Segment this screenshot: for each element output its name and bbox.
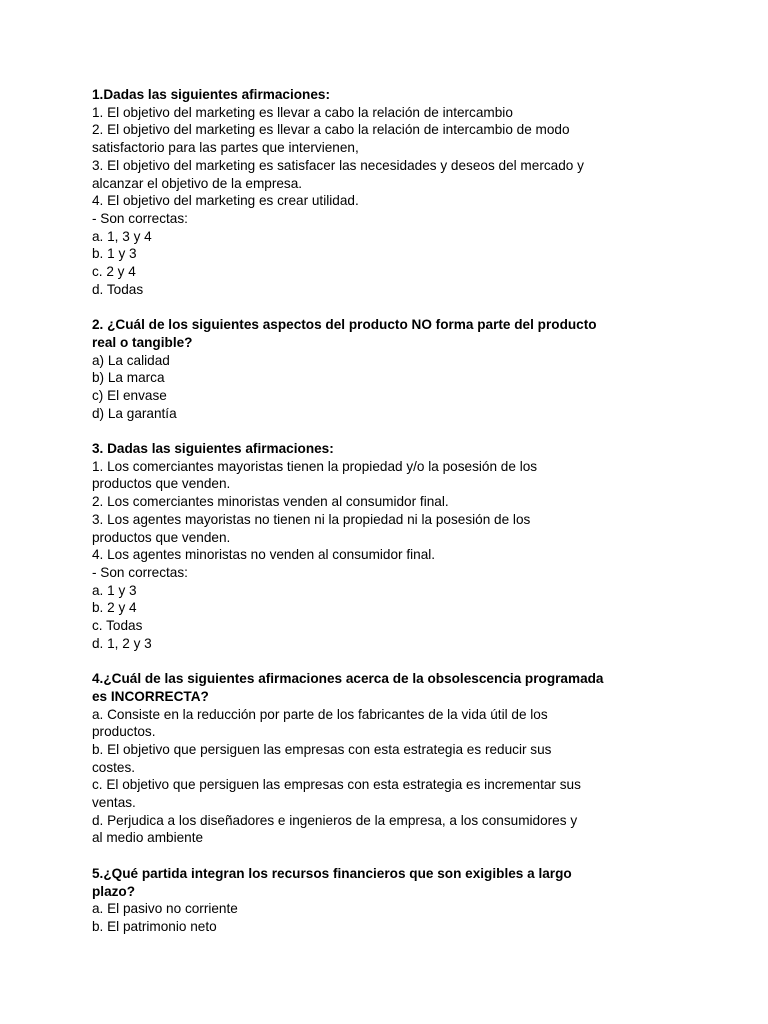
answer-line: 1. El objetivo del marketing es llevar a cabo la relación de intercambio: [92, 104, 513, 120]
option-d: d. Todas: [92, 281, 144, 297]
option-b: b) La marca: [92, 370, 165, 386]
option-c: c. 2 y 4: [92, 264, 136, 280]
answer-line: alcanzar el objetivo de la empresa.: [92, 175, 303, 191]
option-a: a) La calidad: [92, 352, 170, 368]
question-title: es INCORRECTA?: [92, 688, 209, 704]
option-b: b. 2 y 4: [92, 600, 137, 616]
option-c: c. Todas: [92, 618, 143, 634]
question-title: plazo?: [92, 883, 136, 899]
option-d: d) La garantía: [92, 405, 177, 421]
answer-line: 1. Los comerciantes mayoristas tienen la propiedad y/o la posesión de los: [92, 458, 538, 474]
question-title: real o tangible?: [92, 334, 193, 350]
answer-line: productos que venden.: [92, 529, 231, 545]
question-title: 3. Dadas las siguientes afirmaciones:: [92, 441, 334, 457]
question-title: 5.¿Qué partida integran los recursos financieros que son exigibles a largo: [92, 865, 572, 881]
option-b: b. El objetivo que persiguen las empresas con esta estrategia es reducir sus: [92, 741, 552, 757]
option-d: d. Perjudica a los diseñadores e ingenieros de la empresa, a los consumidores y: [92, 812, 578, 828]
option-d: d. 1, 2 y 3: [92, 635, 152, 651]
quiz-content: [92, 86, 652, 953]
answer-line: productos.: [92, 724, 156, 740]
option-b: b. 1 y 3: [92, 246, 137, 262]
question-2: [92, 316, 652, 422]
answer-line: 4. El objetivo del marketing es crear utilidad.: [92, 193, 359, 209]
answer-line: 2. El objetivo del marketing es llevar a cabo la relación de intercambio de modo: [92, 122, 570, 138]
option-a: a. Consiste en la reducción por parte de los fabricantes de la vida útil de los: [92, 706, 548, 722]
answer-line: 2. Los comerciantes minoristas venden al consumidor final.: [92, 494, 449, 510]
answer-line: 3. El objetivo del marketing es satisfacer las necesidades y deseos del mercado y: [92, 157, 584, 173]
answer-line: ventas.: [92, 795, 136, 811]
option-c: c) El envase: [92, 387, 167, 403]
option-b: b. El patrimonio neto: [92, 918, 217, 934]
answer-line: al medio ambiente: [92, 830, 204, 846]
question-4: [92, 670, 652, 847]
question-title: 4.¿Cuál de las siguientes afirmaciones acerca de la obsolescencia programada: [92, 671, 604, 687]
answer-line: satisfactorio para las partes que intervienen,: [92, 140, 359, 156]
answer-line: - Son correctas:: [92, 564, 188, 580]
question-1: [92, 86, 652, 298]
question-3: [92, 440, 652, 652]
option-a: a. 1, 3 y 4: [92, 228, 152, 244]
answer-line: costes.: [92, 759, 136, 775]
question-5: [92, 865, 652, 936]
question-title: 2. ¿Cuál de los siguientes aspectos del producto NO forma parte del producto: [92, 317, 597, 333]
option-c: c. El objetivo que persiguen las empresas con esta estrategia es incrementar sus: [92, 777, 581, 793]
option-a: a. 1 y 3: [92, 582, 137, 598]
option-a: a. El pasivo no corriente: [92, 901, 238, 917]
answer-line: - Son correctas:: [92, 210, 188, 226]
answer-line: productos que venden.: [92, 476, 231, 492]
question-title: 1.Dadas las siguientes afirmaciones:: [92, 87, 330, 102]
answer-line: 3. Los agentes mayoristas no tienen ni la propiedad ni la posesión de los: [92, 511, 531, 527]
answer-line: 4. Los agentes minoristas no venden al consumidor final.: [92, 547, 436, 563]
